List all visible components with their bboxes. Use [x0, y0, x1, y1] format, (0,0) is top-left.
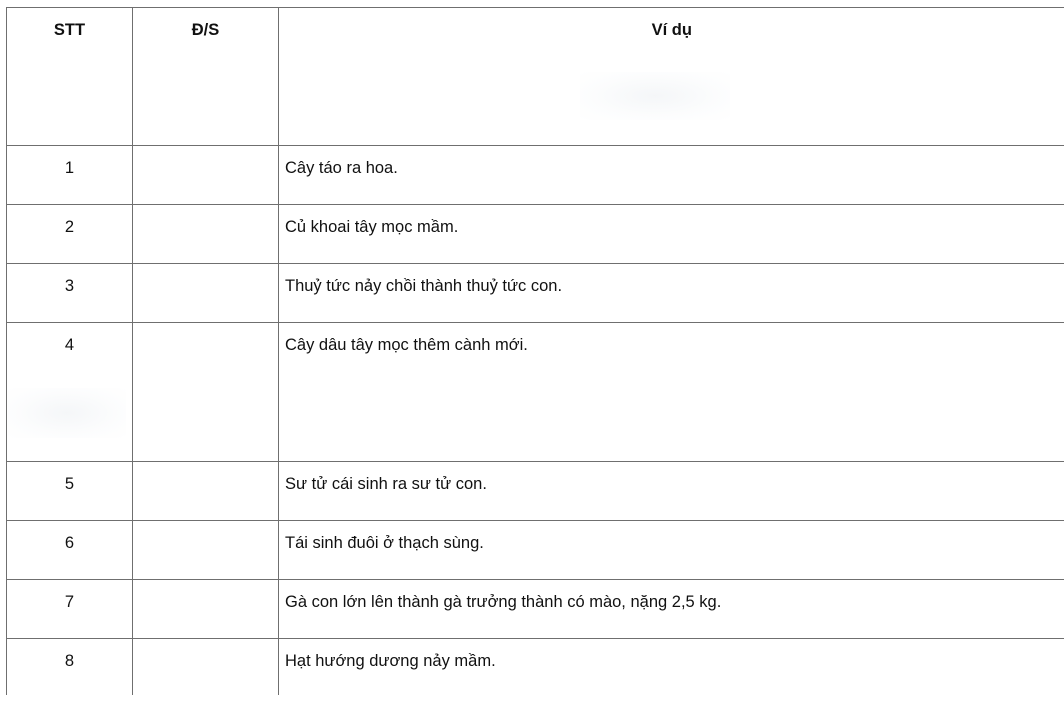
table-row: [7, 205, 1064, 264]
row-number: 2: [7, 205, 133, 264]
row-number: 5: [7, 462, 133, 521]
answer-cell[interactable]: [133, 264, 279, 323]
answer-cell[interactable]: [133, 462, 279, 521]
table-row: [7, 323, 1064, 462]
table-row: [7, 264, 1064, 323]
example-text: Hạt hướng dương nảy mầm.: [279, 639, 1064, 695]
table-row: [7, 462, 1064, 521]
table-row: [7, 146, 1064, 205]
row-number: 4: [7, 323, 133, 462]
table-row: [7, 521, 1064, 580]
header-ds: Đ/S: [133, 8, 279, 146]
answer-cell[interactable]: [133, 580, 279, 639]
row-number: 3: [7, 264, 133, 323]
answer-cell[interactable]: [133, 323, 279, 462]
example-text: Tái sinh đuôi ở thạch sùng.: [279, 521, 1064, 580]
table-header-row: [7, 8, 1064, 146]
example-text: Gà con lớn lên thành gà trưởng thành có mào, nặng 2,5 kg.: [279, 580, 1064, 639]
example-text: Cây dâu tây mọc thêm cành mới.: [279, 323, 1064, 462]
classification-table: [6, 7, 1064, 695]
row-number: 1: [7, 146, 133, 205]
answer-cell[interactable]: [133, 205, 279, 264]
table-row: [7, 580, 1064, 639]
row-number: 8: [7, 639, 133, 695]
answer-cell[interactable]: [133, 639, 279, 695]
example-text: Sư tử cái sinh ra sư tử con.: [279, 462, 1064, 521]
answer-cell[interactable]: [133, 521, 279, 580]
header-stt: STT: [7, 8, 133, 146]
example-text: Thuỷ tức nảy chồi thành thuỷ tức con.: [279, 264, 1064, 323]
row-number: 7: [7, 580, 133, 639]
header-example: Ví dụ: [279, 8, 1064, 146]
example-text: Cây táo ra hoa.: [279, 146, 1064, 205]
row-number: 6: [7, 521, 133, 580]
answer-cell[interactable]: [133, 146, 279, 205]
example-text: Củ khoai tây mọc mầm.: [279, 205, 1064, 264]
table-row: [7, 639, 1064, 695]
